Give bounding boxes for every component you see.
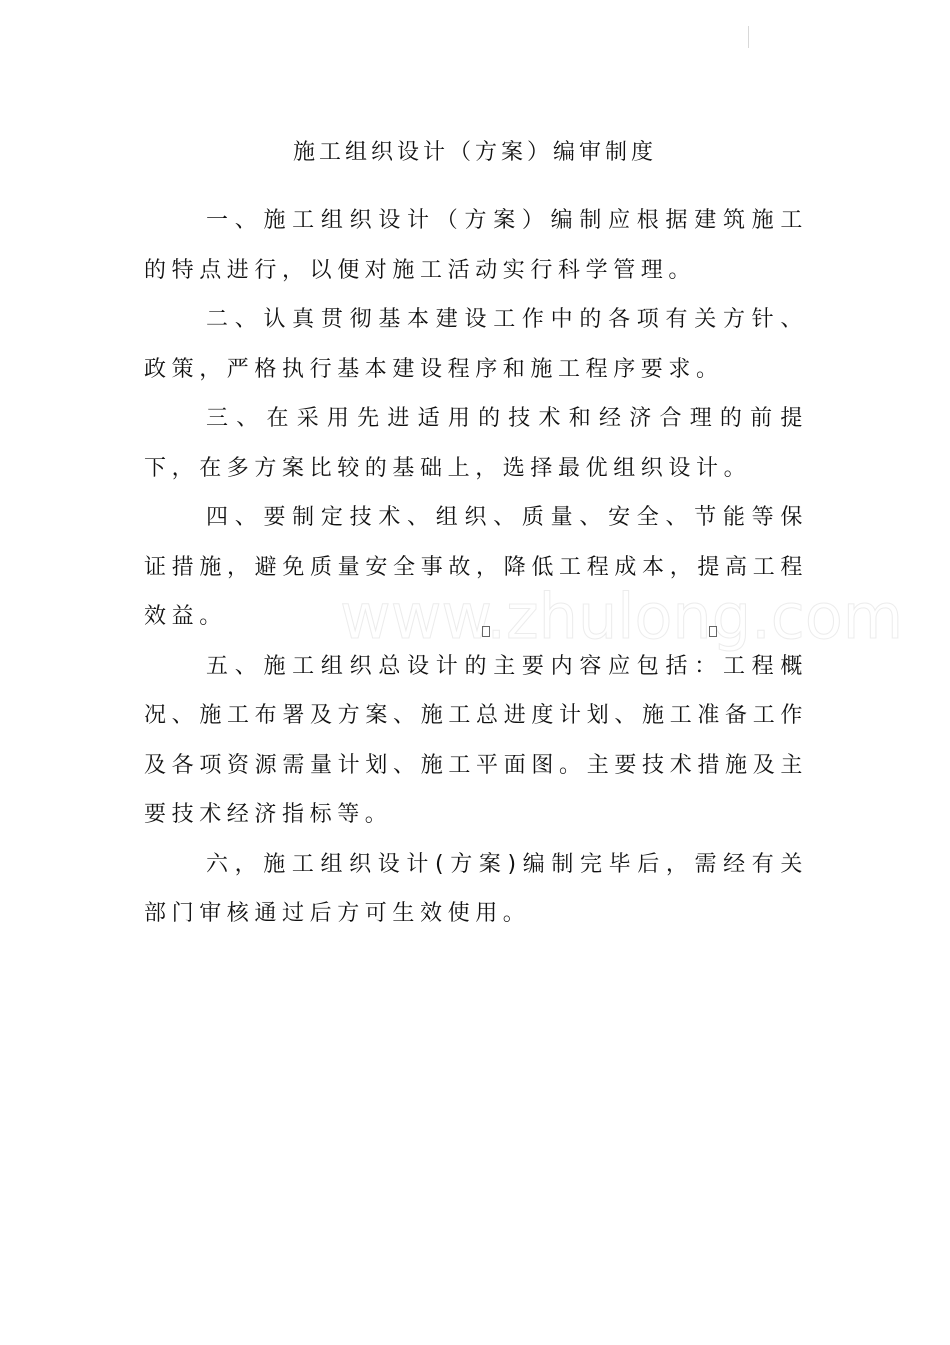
paragraph-2: 二、认真贯彻基本建设工作中的各项有关方针、政策，严格执行基本建设程序和施工程序要求。: [144, 307, 808, 382]
document-body: [144, 196, 808, 939]
watermark: www.zhulong.com: [340, 580, 904, 653]
paragraph-3: 三、在采用先进适用的技术和经济合理的前提下，在多方案比较的基础上，选择最优组织设计。: [144, 406, 808, 481]
paragraph-4: 四、要制定技术、组织、质量、安全、节能等保证措施，避免质量安全事故，降低工程成本，提高工程效益。: [144, 505, 808, 629]
paragraph-5: 五、施工组织总设计的主要内容应包括：工程概况、施工布署及方案、施工总进度计划、施工准备工作及各项资源需量计划、施工平面图。主要技术措施及主要技术经济指标等。: [144, 653, 808, 827]
paragraph-6: 六，施工组织设计(方案)编制完毕后，需经有关部门审核通过后方可生效使用。: [144, 851, 808, 926]
page-corner-mark: [748, 26, 749, 48]
paragraph-1: 一、施工组织设计（方案）编制应根据建筑施工的特点进行，以便对施工活动实行科学管理。: [144, 208, 808, 283]
document-title: 施工组织设计（方案）编审制度: [292, 140, 657, 165]
